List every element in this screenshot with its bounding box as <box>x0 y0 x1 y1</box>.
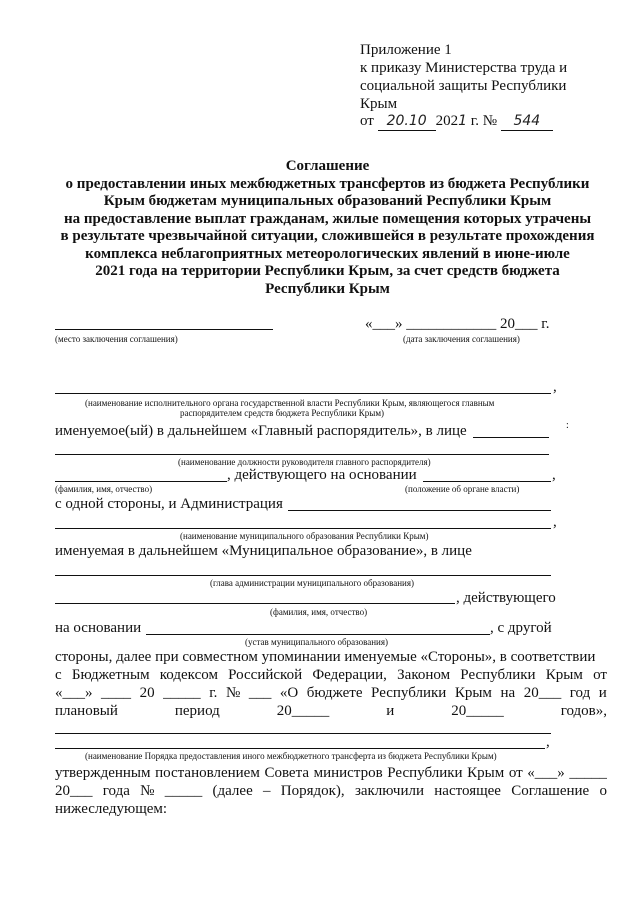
word: Крым <box>454 685 492 701</box>
handwritten-year: 1 <box>458 113 468 129</box>
procedure-caption: (наименование Порядка предоставления иного межбюджетного трансферта из бюджета Республики Крым) <box>85 751 497 761</box>
title-line: на предоставление выплат гражданам, жилые помещения которых утрачены <box>63 210 592 227</box>
agreement-date-line: «___» ____________ 20___ г. <box>365 316 550 332</box>
charter-caption: (устав муниципального образования) <box>245 637 388 647</box>
paragraph-line-4 <box>55 703 607 720</box>
fio-caption: (фамилия, имя, отчество) <box>55 484 153 494</box>
title-line: Республики Крым <box>265 280 390 297</box>
place-blank <box>55 329 273 330</box>
word: г. <box>209 685 218 701</box>
title-line: комплекса неблагоприятных метеорологических явлений в июне-июле <box>85 245 570 262</box>
word: «О <box>279 685 299 701</box>
regulation-caption: (положение об органе власти) <box>405 484 520 494</box>
paragraph-line-1 <box>55 649 607 666</box>
authority-caption-2: распорядителем средств бюджета Республики Крым) <box>180 408 385 418</box>
head-fio-blank <box>55 603 455 604</box>
word: № <box>225 685 241 701</box>
word: 20_____ <box>276 703 330 719</box>
one-side-line: с одной стороны, и Администрация <box>55 496 283 512</box>
chief-person-blank <box>473 437 549 438</box>
word: 20_____ <box>451 703 504 719</box>
word: года <box>102 783 130 799</box>
word: Российской <box>228 667 303 683</box>
word: «___» <box>55 685 93 701</box>
margin-mark: : <box>566 420 569 431</box>
procedure-blank-2 <box>55 748 545 749</box>
word: Бюджетным <box>71 667 150 683</box>
word: постановлением <box>155 765 260 781</box>
title-line: 2021 года на территории Республики Крым, за счет средств бюджета <box>95 263 560 279</box>
word: Крым <box>545 667 583 683</box>
number-label: г. № <box>470 113 498 129</box>
charter-blank <box>146 634 490 635</box>
word: 20 <box>139 685 155 701</box>
appendix-line-2: к приказу Министерства труда и <box>360 60 568 76</box>
regulation-blank <box>423 481 551 482</box>
word: утвержденным <box>55 765 151 781</box>
word: от <box>593 667 607 683</box>
word: годов», <box>560 703 607 719</box>
paragraph-line-3 <box>55 685 607 702</box>
word: стороны, далее при совместном упоминании именуемые «Стороны», в соответствии <box>55 649 596 665</box>
word: Соглашение <box>511 783 590 799</box>
word: ____ <box>101 685 132 701</box>
paragraph-line-2 <box>55 667 607 684</box>
word: Федерации, <box>312 667 387 683</box>
other-side-label: , с другой <box>490 620 552 636</box>
word: кодексом <box>159 667 218 683</box>
municipality-blank <box>55 528 551 529</box>
word: 20___ <box>523 685 562 701</box>
acting-label: , действующего <box>456 590 556 606</box>
municipality-caption: (наименование муниципального образования Республики Крым) <box>180 531 429 541</box>
word: _____ <box>163 685 201 701</box>
appendix-date-line <box>360 113 553 131</box>
word: заключили <box>354 783 425 799</box>
word: _____ <box>164 783 203 799</box>
word: на <box>500 685 516 701</box>
appendix-line-1: Приложение 1 <box>360 42 452 58</box>
title-line: в результате чрезвычайной ситуации, сложившейся в результате прохождения <box>60 228 595 244</box>
word: настоящее <box>434 783 501 799</box>
word: ___ <box>248 685 272 701</box>
word: (далее <box>212 783 253 799</box>
authority-blank <box>55 393 551 394</box>
year-prefix: 202 <box>435 113 459 129</box>
word: Порядок), <box>280 783 345 799</box>
word: – <box>263 783 271 799</box>
municipality-line: именуемая в дальнейшем «Муниципальное образование», в лице <box>55 543 472 559</box>
word: Законом <box>397 667 451 683</box>
chief-line: именуемое(ый) в дальнейшем «Главный распорядитель», в лице <box>55 423 467 439</box>
on-basis-label: на основании <box>55 620 142 636</box>
word: «___» <box>527 765 565 781</box>
handwritten-date: 20.10 <box>378 113 436 131</box>
word: Республики <box>387 765 463 781</box>
approved-line <box>55 765 607 782</box>
acting-on-basis: , действующего на основании <box>227 467 417 483</box>
chief-position-caption: (наименование должности руководителя главного распорядителя) <box>178 457 431 467</box>
word: министров <box>313 765 383 781</box>
place-caption: (место заключения соглашения) <box>55 334 178 344</box>
word: 20___ <box>55 783 93 799</box>
word: от <box>508 765 523 781</box>
word: с <box>55 667 62 683</box>
date-caption: (дата заключения соглашения) <box>403 334 520 344</box>
word: плановый <box>55 703 118 719</box>
word: _____ <box>569 765 607 781</box>
word: Крым <box>467 765 505 781</box>
word: Республики <box>460 667 536 683</box>
word: Республики <box>371 685 447 701</box>
title-line: о предоставлении иных межбюджетных трансфертов из бюджета Республики <box>65 175 590 192</box>
head-blank <box>55 575 551 576</box>
fio-caption-2: (фамилия, имя, отчество) <box>270 607 368 617</box>
word: год <box>569 685 591 701</box>
word: и <box>386 703 395 719</box>
chief-fio-blank <box>55 481 227 482</box>
authority-caption-1: (наименование исполнительного органа государственной власти Республики Крым, являющегося главным <box>85 398 495 408</box>
word: о <box>599 783 607 799</box>
head-caption: (глава администрации муниципального образования) <box>210 578 414 588</box>
agreement-title-block <box>40 158 615 298</box>
word: Совета <box>264 765 309 781</box>
procedure-line <box>55 783 607 800</box>
appendix-line-4: Крым <box>360 96 398 112</box>
date-prefix: от <box>360 113 374 129</box>
word: и <box>598 685 607 701</box>
agreement-heading: Соглашение <box>285 158 370 174</box>
appendix-line-3: социальной защиты Республики <box>360 78 567 94</box>
chief-position-blank <box>55 454 549 455</box>
word: № <box>140 783 155 799</box>
final-line: нижеследующем: <box>55 801 168 817</box>
word: бюджете <box>306 685 363 701</box>
word: период <box>174 703 220 719</box>
handwritten-number: 544 <box>501 113 553 131</box>
procedure-blank-1 <box>55 733 551 734</box>
administration-blank <box>288 510 551 511</box>
title-line: Крым бюджетам муниципальных образований Республики Крым <box>103 193 552 209</box>
